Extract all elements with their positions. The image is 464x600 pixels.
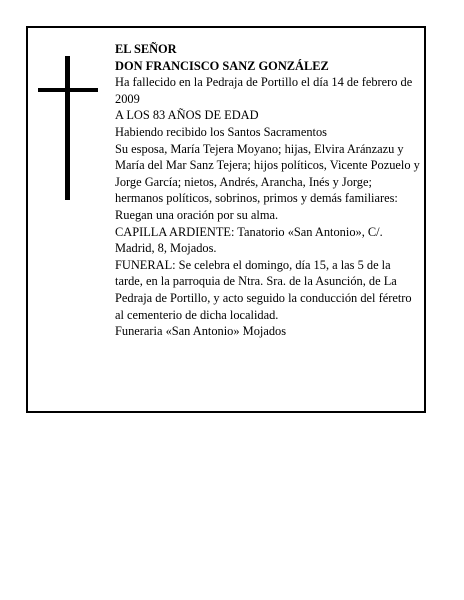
- obituary-notice: [26, 26, 426, 413]
- sacraments-statement: Habiendo recibido los Santos Sacramentos: [115, 124, 327, 139]
- age-statement: A LOS 83 AÑOS DE EDAD: [115, 108, 259, 123]
- prayer-request: Ruegan una oración por su alma.: [115, 207, 279, 222]
- funeral-details: FUNERAL: Se celebra el domingo, día 15, a las 5 de la tarde, en la parroquia de Ntra. Sra. de la Asunción, de La Pedraja de Portillo, y acto seguido la conducción del féretro al cementerio de dicha localidad.: [115, 257, 412, 322]
- family-list: Su esposa, María Tejera Moyano; hijas, Elvira Aránzazu y María del Mar Sanz Tejera; hijos políticos, Vicente Pozuelo y Jorge García; nietos, Andrés, Arancha, Inés y Jorge; hermanos políticos, sobrinos, primos y demás familiares:: [115, 141, 420, 206]
- funeral-home: Funeraria «San Antonio» Mojados: [115, 324, 287, 339]
- cross-horizontal-bar: [38, 88, 98, 92]
- death-statement: Ha fallecido en la Pedraja de Portillo el día 14 de febrero de 2009: [115, 75, 413, 106]
- deceased-title: EL SEÑOR: [115, 42, 177, 56]
- cross-icon: [38, 56, 98, 200]
- cross-vertical-bar: [65, 56, 70, 200]
- notice-text: [115, 41, 421, 340]
- deceased-name: DON FRANCISCO SANZ GONZÁLEZ: [115, 58, 329, 73]
- chapel-details: CAPILLA ARDIENTE: Tanatorio «San Antonio», C/. Madrid, 8, Mojados.: [115, 224, 383, 256]
